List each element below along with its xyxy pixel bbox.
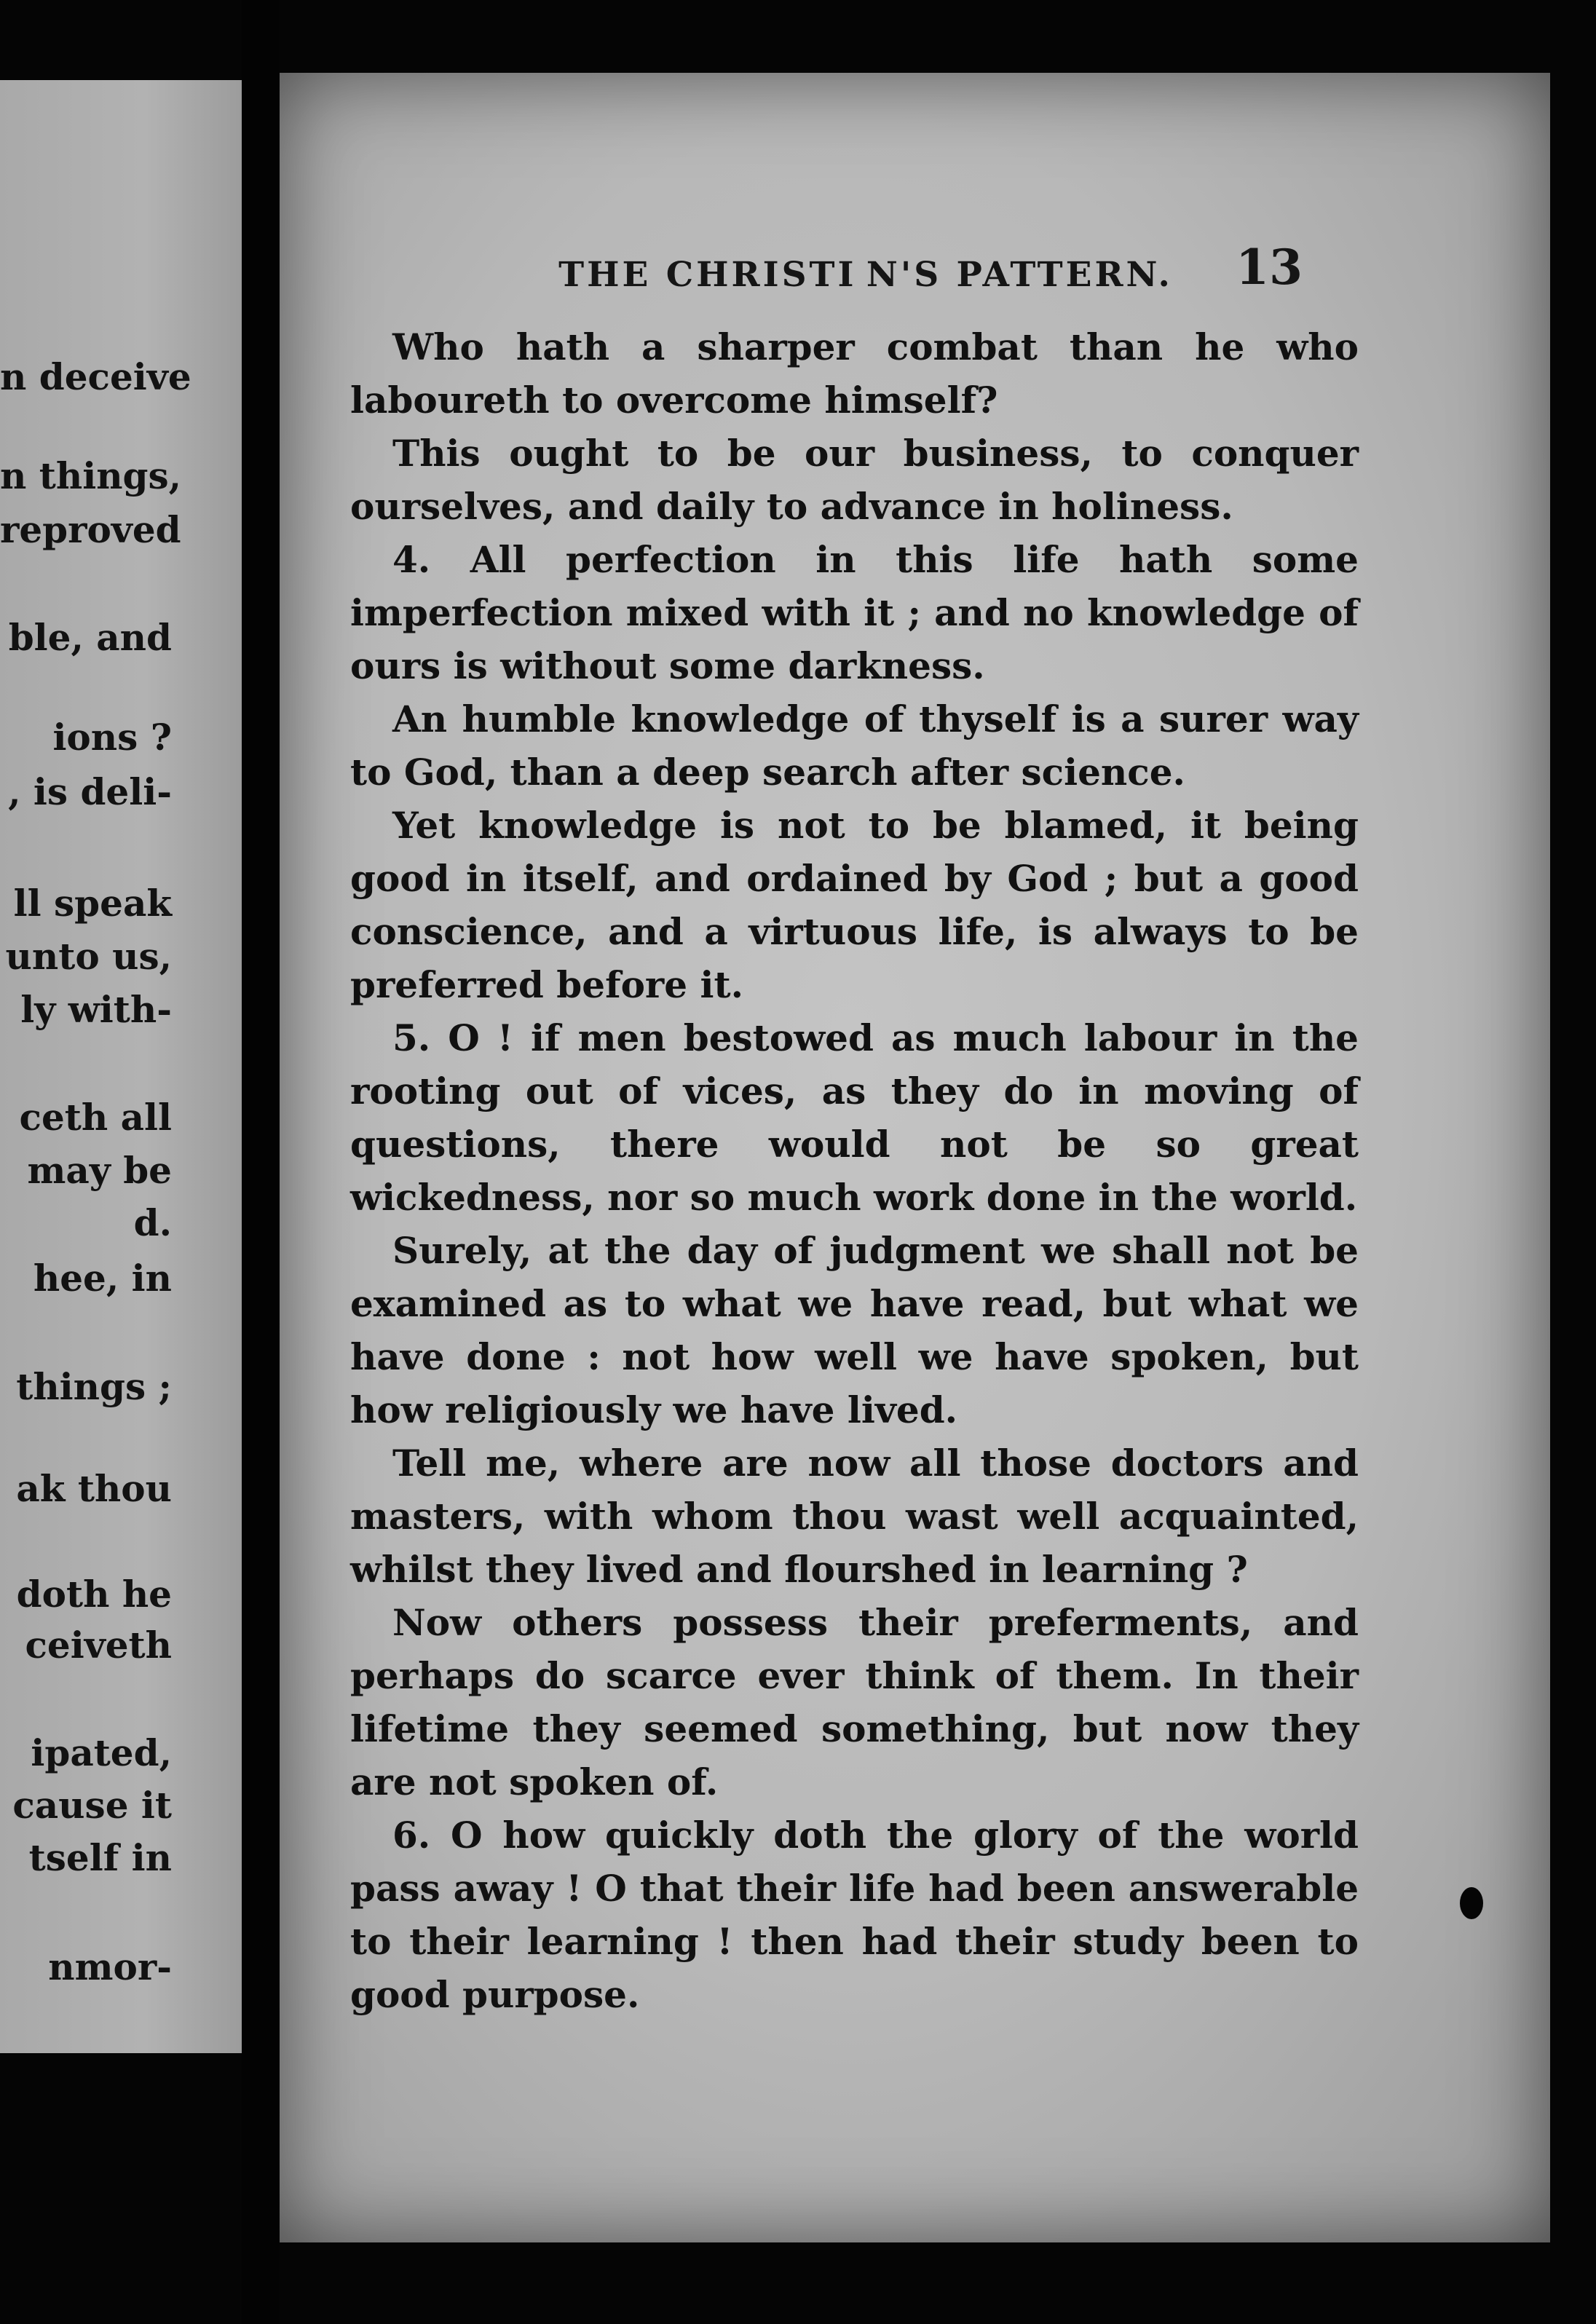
facing-page-line: ll speak xyxy=(13,882,172,925)
paragraph: Yet knowledge is not to be blamed, it being good in itself, and ordained by God ; but a good conscience, and a virtuous life, is always to be preferred before it. xyxy=(350,804,1359,1006)
facing-page-line: things ; xyxy=(16,1365,172,1408)
facing-page-line: ble, and xyxy=(8,616,172,659)
book-page xyxy=(280,73,1550,2242)
facing-page-line: tself in xyxy=(28,1836,172,1879)
running-title: THE CHRISTI N'S PATTERN. xyxy=(558,255,1173,295)
facing-page-line: hee, in xyxy=(33,1257,172,1300)
page-header xyxy=(538,239,1303,304)
facing-page-line: d. xyxy=(133,1201,172,1244)
paragraph: 4. All perfection in this life hath some imperfection mixed with it ; and no knowledge of ours is without some darkness. xyxy=(350,538,1359,687)
facing-page-line: ions ? xyxy=(52,716,172,759)
paragraph: An humble knowledge of thyself is a surer way to God, than a deep search after science. xyxy=(350,697,1359,794)
paragraph: Who hath a sharper combat than he who laboureth to overcome himself? xyxy=(350,325,1359,422)
paragraph: 6. O how quickly doth the glory of the world pass away ! O that their life had been answerable to their learning ! then had their study been to good purpose. xyxy=(350,1814,1359,2016)
ink-blot xyxy=(1460,1887,1483,1919)
facing-page-line: n deceive xyxy=(0,355,191,398)
facing-page-line: nmor- xyxy=(48,1945,172,1988)
facing-page-line: ceth all xyxy=(19,1096,172,1139)
paragraph: Surely, at the day of judgment we shall not be examined as to what we have read, but what we have done : not how well we have spoken, but how religiously we have lived. xyxy=(350,1229,1359,1431)
body-text xyxy=(350,320,1359,2021)
facing-page-edge xyxy=(0,80,242,2053)
facing-page-line: n things, xyxy=(0,454,182,497)
facing-page-line: ceiveth xyxy=(25,1624,172,1667)
facing-page-line: ak thou xyxy=(16,1467,172,1510)
facing-page-line: ly with- xyxy=(20,988,172,1031)
paragraph: Tell me, where are now all those doctors and masters, with whom thou wast well acquainted, whilst they lived and flourshed in learning ? xyxy=(350,1442,1359,1591)
facing-page-line: cause it xyxy=(12,1784,172,1827)
facing-page-line: reproved xyxy=(0,508,181,551)
facing-page-line: doth he xyxy=(16,1573,172,1616)
paragraph: Now others possess their preferments, and perhaps do scarce ever think of them. In their lifetime they seemed something, but now they are not spoken of. xyxy=(350,1601,1359,1803)
paragraph: This ought to be our business, to conquer ourselves, and daily to advance in holiness. xyxy=(350,432,1359,528)
facing-page-line: , is deli- xyxy=(8,770,172,813)
facing-page-line: may be xyxy=(27,1149,172,1192)
paragraph: 5. O ! if men bestowed as much labour in the rooting out of vices, as they do in moving of questions, there would not be so great wickedness, nor so much work done in the world. xyxy=(350,1016,1359,1219)
book-gutter xyxy=(242,0,280,2324)
facing-page-line: ipated, xyxy=(31,1731,172,1774)
facing-page-line: unto us, xyxy=(5,935,172,978)
page-number: 13 xyxy=(1236,239,1303,296)
